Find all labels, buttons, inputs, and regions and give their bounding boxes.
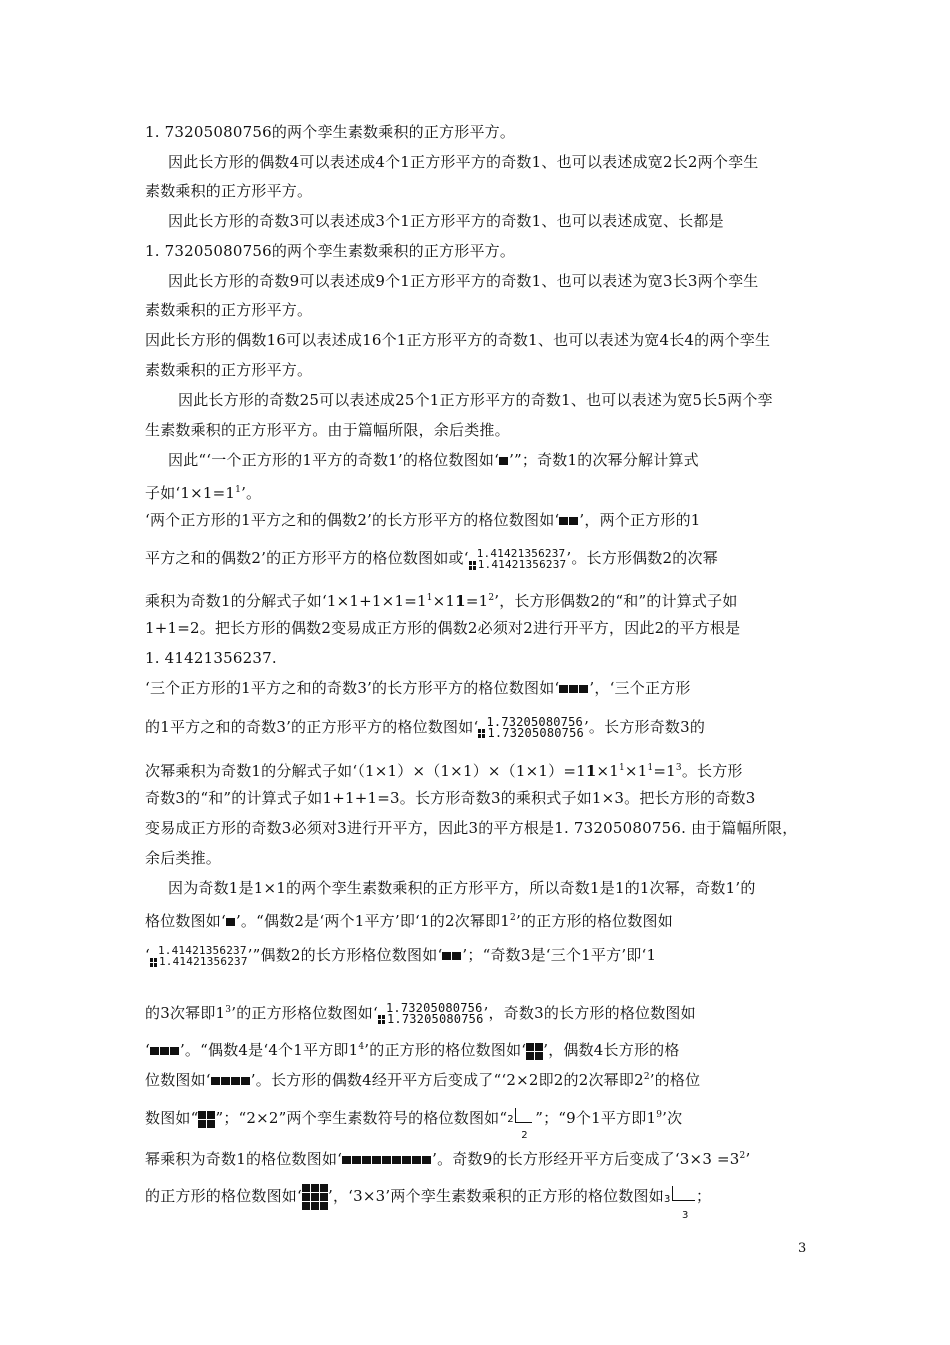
text-line: 1+1=2。把长方形的偶数2变易成正方形的偶数2必须对2进行开平方，因此2的平方根是 [145, 619, 741, 637]
text-line: 因此长方形的偶数16可以表述成16个1正方形平方的奇数1、也可以表述为宽4长4的两个孪生 [145, 331, 771, 349]
sqrt2-grid-figure: 1.41421356237 1.41421356237 [150, 945, 248, 967]
2x2-grid-icon [526, 1043, 543, 1060]
grid-cell-icon [150, 1047, 159, 1055]
page-number: 3 [798, 1241, 807, 1256]
twin-prime-symbol-3: 3 3 [664, 1184, 696, 1210]
text-line: 数图如“ ”；“2×2”两个孪生素数符号的格位数图如“ 2 2 ”；“9个1平方即$1^9$’次 [145, 1101, 810, 1129]
text-line: 子如‘$1\times 1=1^1$’。 [145, 484, 262, 502]
grid-cell-icon [226, 918, 235, 926]
grid-cell-icon [382, 1156, 391, 1164]
text-line: 变易成正方形的奇数3必须对3进行开平方，因此3的平方根是1. 73205080756. 由于篇幅所限， [145, 819, 798, 837]
grid-cell-icon [170, 1047, 179, 1055]
grid-cell-icon [499, 457, 508, 465]
square-grid-icon [378, 1015, 386, 1024]
text-line: 生素数乘积的正方形平方。由于篇幅所限，余后类推。 [145, 421, 510, 439]
text-line: ‘三个正方形的1平方之和的奇数3’的长方形平方的格位数图如‘ ’，‘三个正方形 [145, 679, 691, 697]
grid-cell-icon [342, 1156, 351, 1164]
text-line: 幂乘积为奇数1的格位数图如‘ ’。奇数9的长方形经开平方后变成了‘$3\times 3 =3^2$’ [145, 1150, 751, 1168]
text-line: 素数乘积的正方形平方。 [145, 361, 313, 379]
grid-cell-icon [372, 1156, 381, 1164]
grid-cell-icon [559, 517, 568, 525]
text-line: 因此长方形的偶数4可以表述成4个1正方形平方的奇数1、也可以表述成宽2长2两个孪生 [168, 153, 759, 171]
sqrt3-grid-figure: 1.73205080756 1.73205080756 [378, 1003, 484, 1025]
grid-cell-icon [402, 1156, 411, 1164]
text-line: 乘积为奇数1的分解式子如‘$1\times 1+1\times 1=1^1\times 11=1^2$’，长方形偶数2的“和”的计算式子如 [145, 592, 738, 610]
grid-cell-icon [559, 685, 568, 693]
text-line: 位数图如‘ ’。长方形的偶数4经开平方后变成了“‘2×2即2的2次幂即$2^2$’的格位 [145, 1071, 701, 1089]
grid-cell-icon [160, 1047, 169, 1055]
text-line: 平方之和的偶数2’的正方形平方的格位数图如或‘ 1.41421356237 1.41421356237 ’。长方形偶数2的次幂 [145, 547, 718, 571]
text-line: 素数乘积的正方形平方。 [145, 182, 313, 200]
text-line: ‘ ’。“偶数4是‘4个1平方即$1^4$’的正方形的格位数图如‘ ’，偶数4长方形的格 [145, 1041, 680, 1059]
square-grid-icon [478, 729, 486, 738]
text-line: 格位数图如‘ ’。“偶数2是‘两个1平方’即‘1的2次幂即$1^2$’的正方形的格位数图如 [145, 912, 673, 930]
text-line: 因此长方形的奇数25可以表述成25个1正方形平方的奇数1、也可以表述为宽5长5两个孪 [178, 391, 773, 409]
text-line: 因为奇数1是1×1的两个孪生素数乘积的正方形平方，所以奇数1是1的1次幂，奇数1’的 [168, 879, 756, 897]
text-line: 余后类推。 [145, 849, 222, 867]
grid-cell-icon [392, 1156, 401, 1164]
text-line: 因此长方形的奇数3可以表述成3个1正方形平方的奇数1、也可以表述成宽、长都是 [168, 212, 724, 230]
grid-cell-icon [211, 1077, 220, 1085]
text-line: ‘ 1.41421356237 1.41421356237 ’”偶数2的长方形格位数图如‘ ’；“奇数3是‘三个1平方’即‘1 [145, 944, 657, 968]
square-grid-icon [150, 958, 158, 967]
grid-cell-icon [221, 1077, 230, 1085]
grid-cell-icon [452, 952, 461, 960]
text-line: 的正方形的格位数图如‘ ’，‘3×3’两个孪生素数乘积的正方形的格位数图如 3 3 ； [145, 1180, 810, 1212]
text-line: 奇数3的“和”的计算式子如1+1+1=3。长方形奇数3的乘积式子如1×3。把长方形的奇数3 [145, 789, 756, 807]
grid-cell-icon [362, 1156, 371, 1164]
grid-cell-icon [442, 952, 451, 960]
2x2-grid-icon [198, 1111, 215, 1128]
grid-cell-icon [352, 1156, 361, 1164]
grid-cell-icon [412, 1156, 421, 1164]
grid-cell-icon [422, 1156, 431, 1164]
twin-prime-symbol-2: 2 2 [507, 1106, 535, 1132]
sqrt2-grid-figure: 1.41421356237 1.41421356237 [469, 548, 567, 570]
grid-cell-icon [569, 517, 578, 525]
text-line: ‘两个正方形的1平方之和的偶数2’的长方形平方的格位数图如‘ ’，两个正方形的1 [145, 511, 701, 529]
text-line: 因此长方形的奇数9可以表述成9个1正方形平方的奇数1、也可以表述为宽3长3两个孪生 [168, 272, 759, 290]
text-line: 素数乘积的正方形平方。 [145, 301, 313, 319]
grid-cell-icon [569, 685, 578, 693]
grid-cell-icon [579, 685, 588, 693]
square-grid-icon [469, 561, 477, 570]
text-line: 的1平方之和的奇数3’的正方形平方的格位数图如‘ 1.73205080756 1.73205080756 ’。长方形奇数3的 [145, 715, 706, 740]
text-line: 因此“‘一个正方形的1平方的奇数1’的格位数图如‘ ’”；奇数1的次幂分解计算式 [168, 451, 699, 469]
text-line: 1. 73205080756的两个孪生素数乘积的正方形平方。 [145, 123, 516, 141]
sqrt3-grid-figure: 1.73205080756 1.73205080756 [478, 717, 584, 739]
grid-cell-icon [231, 1077, 240, 1085]
text-line: 1. 41421356237. [145, 649, 277, 667]
grid-cell-icon [241, 1077, 250, 1085]
text-line: 1. 73205080756的两个孪生素数乘积的正方形平方。 [145, 242, 516, 260]
3x3-grid-icon [302, 1184, 328, 1210]
text-line: 次幂乘积为奇数1的分解式子如‘$(1\times 1)\times(1\times 1)\times(1\times 1)=11\times 1^1\times 1^1=1^3$。长方形 [145, 762, 743, 780]
text-line: 的3次幂即$1^3$’的正方形格位数图如‘ 1.73205080756 1.73205080756 ’，奇数3的长方形的格位数图如 [145, 1001, 696, 1026]
